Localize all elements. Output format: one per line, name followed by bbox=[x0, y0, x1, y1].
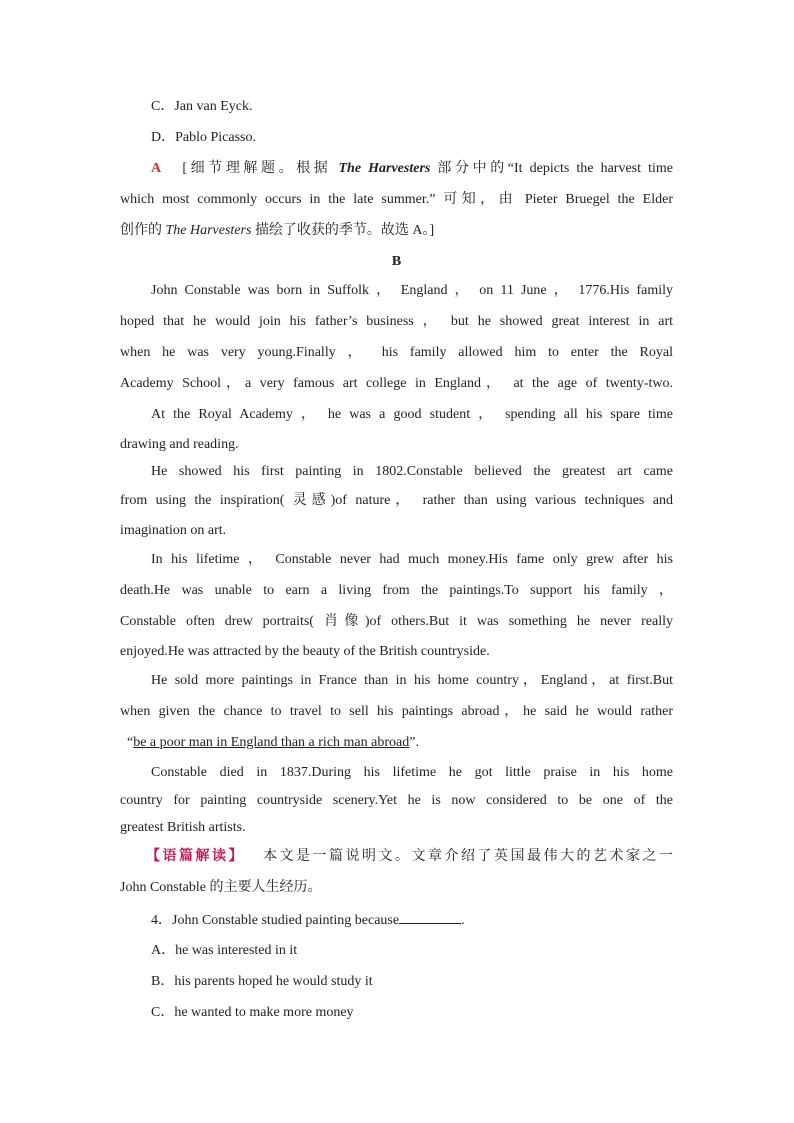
analysis-tag: 【语篇解读】 bbox=[146, 849, 245, 864]
underlined-quote: be a poor man in England than a rich man abroad bbox=[133, 735, 410, 750]
answer-line-1: A [细节理解题。根据 The Harvesters 部分中的“It depicts the harvest time bbox=[151, 161, 673, 176]
option-a: A．he was interested in it bbox=[151, 943, 298, 958]
passage-line: country for painting countryside scenery.Yet he is now considered to be one of the bbox=[120, 793, 673, 808]
passage-line: At the Royal Academy ， he was a good student ， spending all his spare time bbox=[151, 407, 673, 422]
answer-letter: A bbox=[151, 161, 162, 176]
work-title-2: The Harvesters bbox=[165, 223, 252, 238]
option-b: B．his parents hoped he would study it bbox=[151, 974, 373, 989]
passage-quote-line: “be a poor man in England than a rich man abroad”. bbox=[127, 735, 419, 750]
passage-line: when he was very young.Finally ， his family allowed him to enter the Royal bbox=[120, 345, 673, 360]
passage-line: from using the inspiration( 灵感)of nature， rather than using various techniques and bbox=[120, 493, 673, 508]
passage-line: Constable died in 1837.During his lifetime he got little praise in his home bbox=[151, 765, 673, 780]
passage-line: John Constable was born in Suffolk ， England ， on 11 June ， 1776.His family bbox=[151, 283, 673, 298]
passage-line: Constable often drew portraits( 肖像)of others.But it was something he never really bbox=[120, 614, 673, 629]
work-title: The Harvesters bbox=[338, 161, 431, 176]
answer-blank[interactable] bbox=[399, 909, 461, 924]
section-heading: B bbox=[391, 254, 402, 269]
answer-line-2: which most commonly occurs in the late summer.” 可知，由 Pieter Bruegel the Elder bbox=[120, 192, 673, 207]
passage-line: drawing and reading. bbox=[120, 437, 239, 452]
analysis-line-2: John Constable 的主要人生经历。 bbox=[120, 880, 322, 895]
passage-line: greatest British artists. bbox=[120, 820, 246, 835]
passage-line: In his lifetime ， Constable never had much money.His fame only grew after his bbox=[151, 552, 673, 567]
option-c: C．he wanted to make more money bbox=[151, 1005, 354, 1020]
analysis-line-1: 【语篇解读】 本文是一篇说明文。文章介绍了英国最伟大的艺术家之一 bbox=[146, 849, 673, 864]
answer-line-3: 创作的 The Harvesters 描绘了收获的季节。故选 A。] bbox=[120, 223, 435, 238]
passage-line: He sold more paintings in France than in his home country，England，at first.But bbox=[151, 673, 673, 688]
passage-line: He showed his first painting in 1802.Constable believed the greatest art came bbox=[151, 464, 673, 479]
passage-line: when given the chance to travel to sell his paintings abroad，he said he would rather bbox=[120, 704, 673, 719]
passage-line: death.He was unable to earn a living from the paintings.To support his family ， bbox=[120, 583, 673, 598]
passage-line: imagination on art. bbox=[120, 523, 227, 538]
option-c-prev: C．Jan van Eyck. bbox=[151, 99, 253, 114]
passage-line: hoped that he would join his father’s business ， but he showed great interest in art bbox=[120, 314, 673, 329]
passage-line: Academy School，a very famous art college in England， at the age of twenty-two. bbox=[120, 376, 673, 391]
passage-line: enjoyed.He was attracted by the beauty of the British countryside. bbox=[120, 644, 490, 659]
question-4-stem: 4．John Constable studied painting because . bbox=[151, 909, 673, 931]
option-d-prev: D．Pablo Picasso. bbox=[151, 130, 256, 145]
